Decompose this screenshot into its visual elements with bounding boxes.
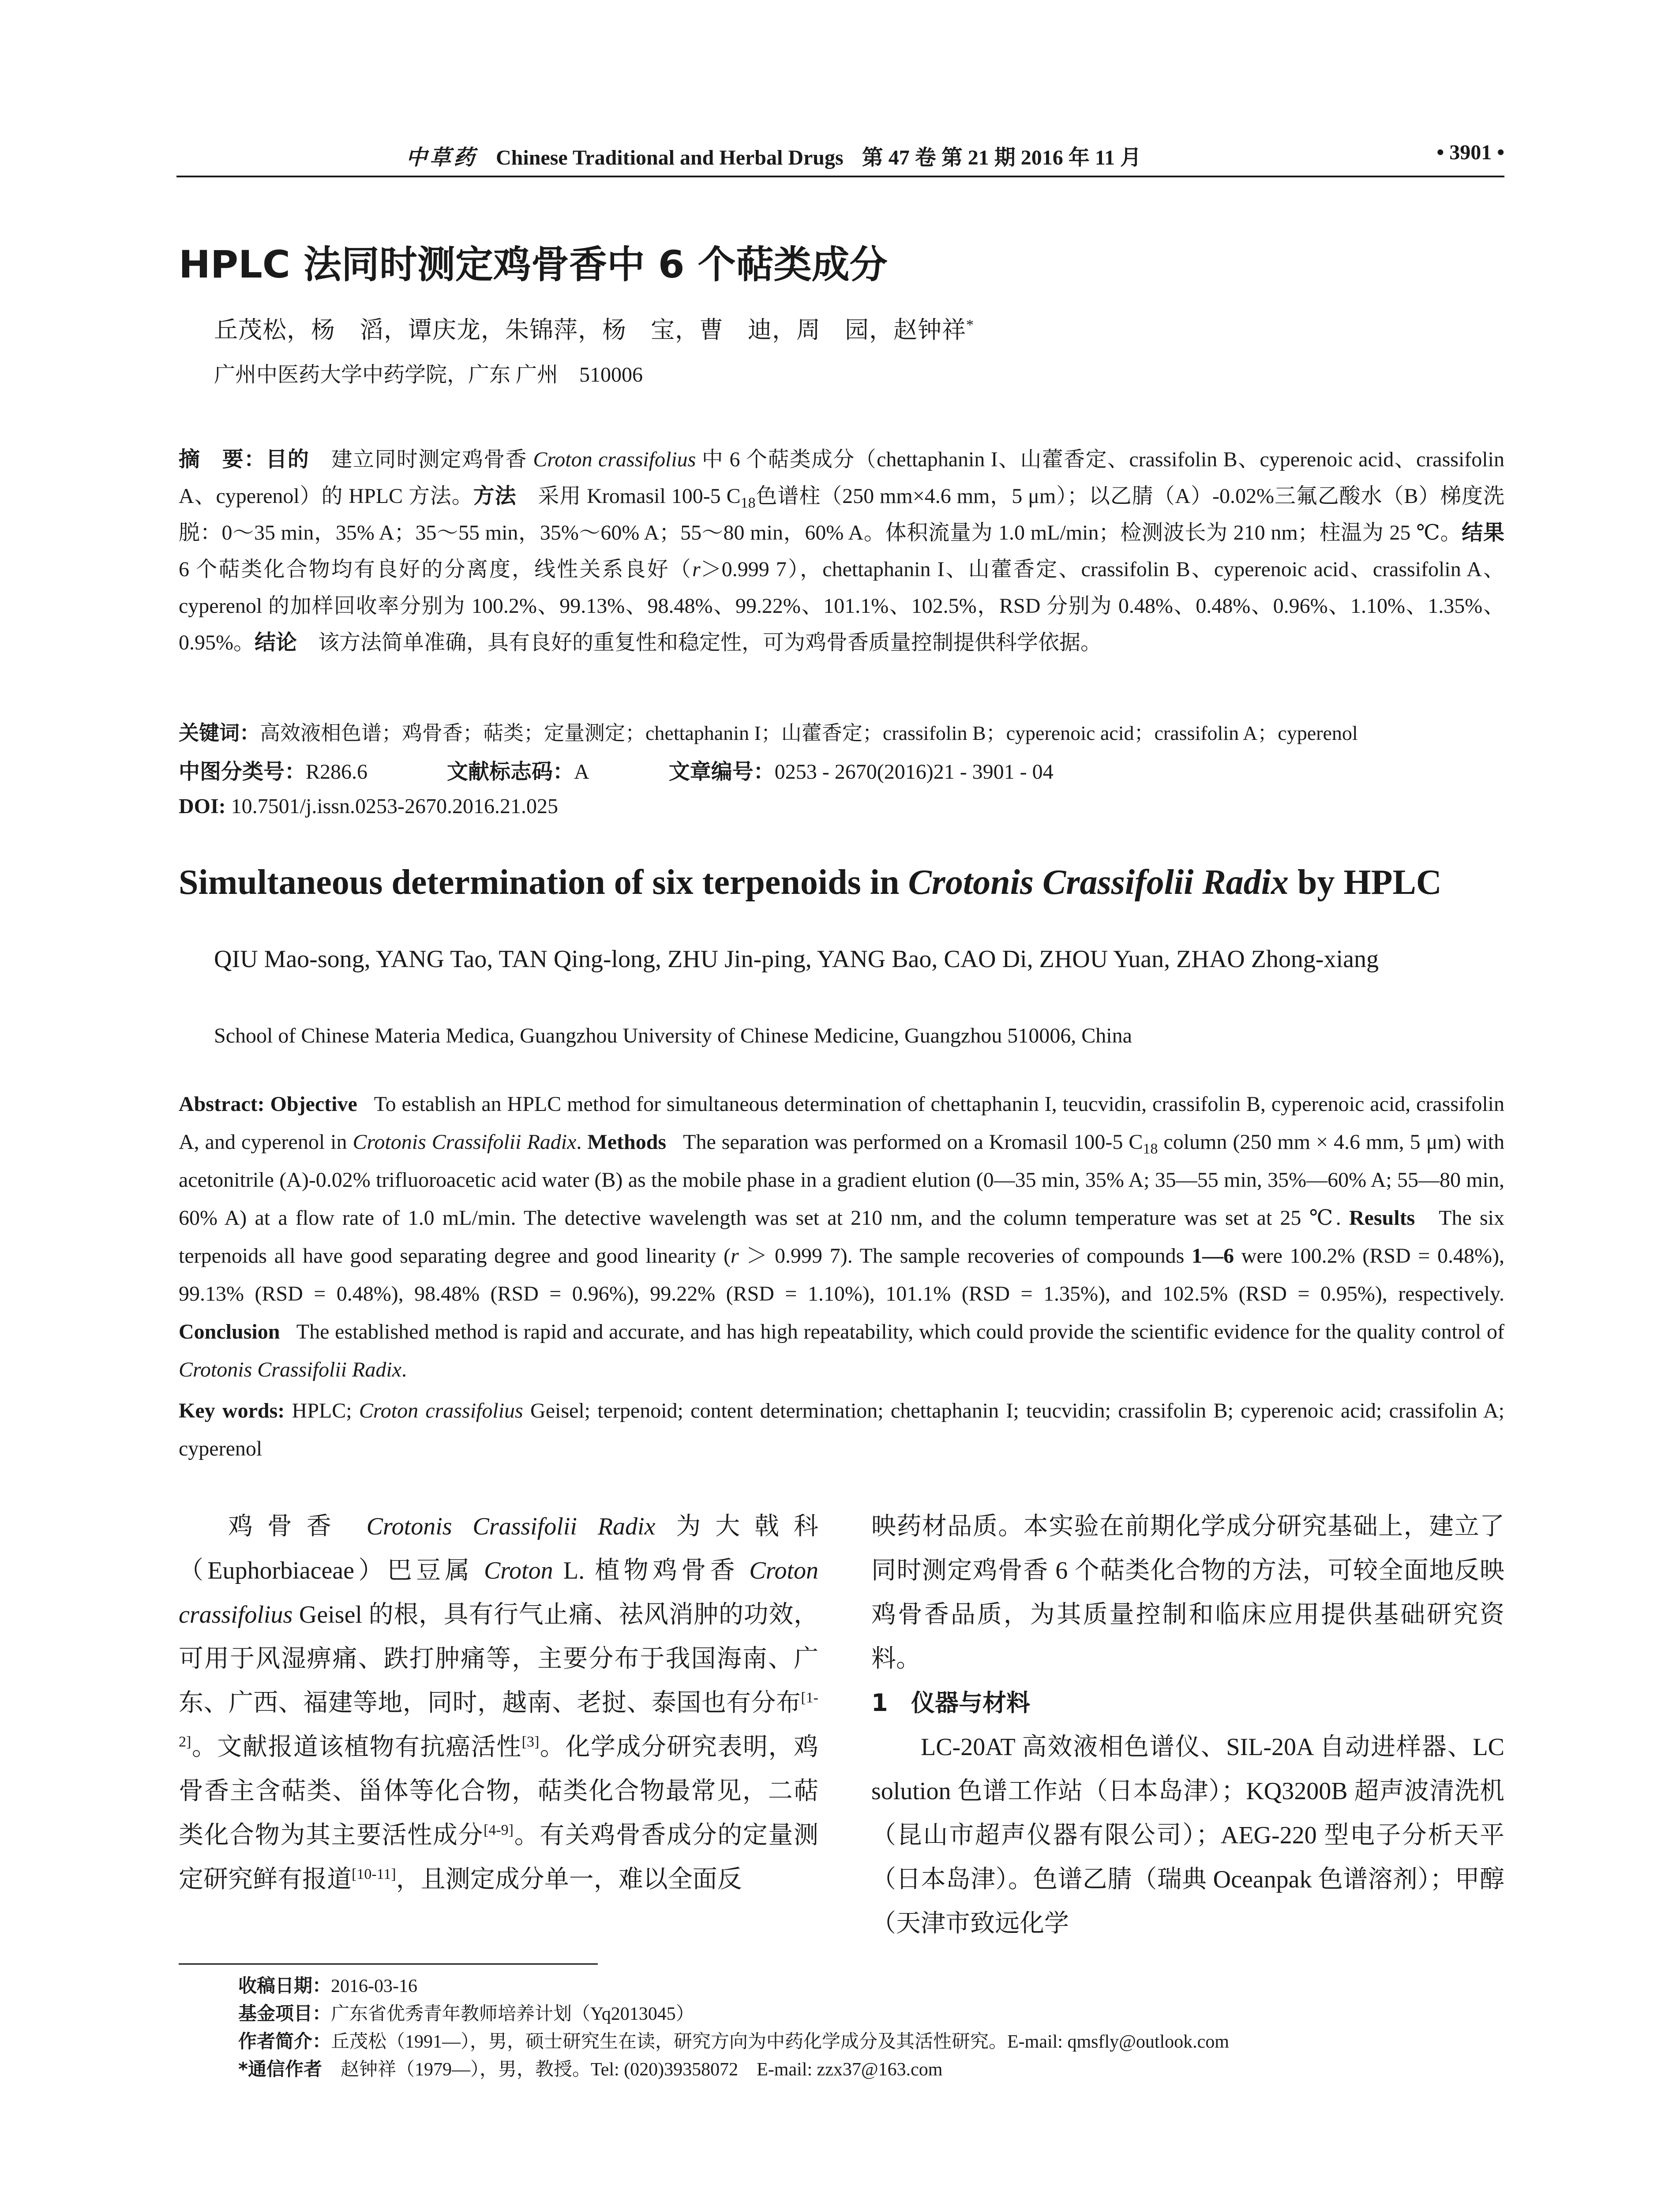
- objective-en-text-2: .: [576, 1130, 582, 1154]
- corresponding-label: *通信作者: [238, 2058, 322, 2080]
- conclusion-en-italic: Crotonis Crassifolii Radix: [179, 1358, 401, 1381]
- objective-en-text-1: To establish an HPLC method for simultaneous determination of chettaphanin I, teucvidin, crassifolin B, cyperenoic acid, crassifolin A, and cyperenol in: [179, 1092, 1505, 1154]
- objective-cn-text-2: 中 6 个萜类成分（chettaphanin I、山藿香定、crassifolin B、cyperenoic acid、crassifolin A、cyperenol）的 HPLC 方法。: [179, 448, 1504, 508]
- journal-issue: 第 47 卷 第 21 期 2016 年 11 月: [862, 146, 1142, 169]
- keywords-en-label: Key words:: [179, 1399, 285, 1422]
- intro-text-7: 。有关鸡骨香成分的定量测定研究鲜有报道: [179, 1822, 819, 1893]
- affiliation-en: School of Chinese Materia Medica, Guangzhou University of Chinese Medicine, Guangzhou 510006, China: [214, 1024, 1132, 1047]
- intro-italic-3: Croton crassifolius: [179, 1557, 818, 1628]
- title-en: [179, 863, 1442, 903]
- footnotes: [238, 1972, 1504, 2083]
- methods-cn-text-1: 采用 Kromasil 100-5 C: [538, 484, 741, 508]
- classification-info: [179, 754, 1504, 785]
- author-text: 丘茂松（1991—），男，硕士研究生在读，研究方向为中药化学成分及其活性研究。E-mail: qmsfly@outlook.com: [331, 2032, 1229, 2052]
- clc-label: 中图分类号：: [179, 759, 306, 784]
- methods-en-text-1: The separation was performed on a Kromasil 100-5 C: [683, 1130, 1143, 1154]
- objective-en-label: Objective: [270, 1092, 357, 1116]
- title-en-part1: Simultaneous determination of six terpenoids in: [179, 863, 908, 902]
- methods-en-label: Methods: [587, 1130, 667, 1154]
- received-date: 2016-03-16: [331, 1976, 417, 1996]
- methods-cn-label: 方法: [473, 484, 517, 508]
- abstract-cn-label: 摘 要：: [179, 447, 266, 472]
- abstract-cn: [179, 441, 1504, 661]
- objective-cn-species: Croton crassifolius: [533, 448, 696, 471]
- results-en-r: r: [731, 1244, 739, 1268]
- intro-text-3: L. 植物鸡骨香: [553, 1557, 750, 1584]
- journal-name-en: Chinese Traditional and Herbal Drugs: [496, 146, 844, 169]
- header-rule: [176, 176, 1504, 177]
- section-title: 仪器与材料: [911, 1689, 1030, 1717]
- title-en-italic: Crotonis Crassifolii Radix: [908, 863, 1289, 902]
- body-column-left: [179, 1504, 818, 1902]
- methods-cn-sub: 18: [740, 495, 756, 511]
- conclusion-en-text-1: The established method is rapid and accurate, and has high repeatability, which could provide the scientific evidence for the quality control of: [296, 1320, 1504, 1343]
- doi-label: DOI:: [179, 795, 226, 818]
- footnote-fund: [238, 2000, 1504, 2028]
- corresponding-mark: *: [966, 317, 974, 333]
- results-cn-text-2: ＞0.999 7），chettaphanin I、山藿香定、crassifolin B、cyperenoic acid、crassifolin A、cyperenol 的加样回收率分别为 100.2%、99.13%、98.48%、99.22%、101.1%、102.5%，RSD 分别为 0.48%、0.48%、0.96%、1.10%、1.35%、0.95%。: [179, 558, 1504, 654]
- citation-ref[interactable]: [1-2]: [179, 1689, 818, 1750]
- objective-cn-text-1: 建立同时测定鸡骨香: [331, 448, 533, 471]
- doi: [179, 794, 558, 818]
- intro-text-1: 鸡骨香: [228, 1513, 367, 1540]
- intro-text-6: 。化学成分研究表明，鸡骨香主含萜类、甾体等化合物，萜类化合物最常见，二萜类化合物为其主要活性成分: [179, 1733, 819, 1849]
- footnote-author: [238, 2028, 1504, 2056]
- section-heading: [871, 1681, 1504, 1725]
- journal-logo-cn: 中草药: [406, 145, 478, 170]
- corresponding-text: 赵钟祥（1979—），男，教授。Tel: (020)39358072 E-mail: zzx37@163.com: [340, 2060, 943, 2080]
- clc-value: R286.6: [306, 760, 368, 784]
- results-cn-text-1: 6 个萜类化合物均有良好的分离度，线性关系良好（: [179, 558, 693, 581]
- doi-value[interactable]: 10.7501/j.issn.0253-2670.2016.21.025: [231, 795, 559, 818]
- footnote-rule: [179, 1963, 598, 1965]
- intro-italic-2: Croton: [484, 1557, 553, 1584]
- methods-cn-text-2: 色谱柱（250 mm×4.6 mm，5 μm）；以乙腈（A）-0.02%三氟乙酸水（B）梯度洗脱：0～35 min，35% A；35～55 min，35%～60% A；55～80 min，60% A。体积流量为 1.0 mL/min；检测波长为 210 nm；柱温为 25 ℃。: [179, 484, 1504, 544]
- objective-cn-label: 目的: [266, 447, 310, 472]
- authors-en: QIU Mao-song, YANG Tao, TAN Qing-long, ZHU Jin-ping, YANG Bao, CAO Di, ZHOU Yuan, ZHAO Zhong-xiang: [214, 945, 1379, 973]
- intro-text-5: 。文献报道该植物有抗癌活性: [191, 1733, 522, 1761]
- authors-cn: [214, 311, 974, 345]
- keywords-cn-text: 高效液相色谱；鸡骨香；萜类；定量测定；chettaphanin I；山藿香定；crassifolin B；cyperenoic acid；crassifolin A；cyperenol: [260, 722, 1358, 744]
- title-en-part2: by HPLC: [1288, 863, 1442, 902]
- title-cn: HPLC 法同时测定鸡骨香中 6 个萜类成分: [179, 243, 888, 287]
- page-number: • 3901 •: [1436, 141, 1504, 164]
- citation-ref[interactable]: [10-11]: [352, 1866, 396, 1883]
- results-en-text-2: ＞ 0.999 7). The sample recoveries of compounds: [739, 1244, 1192, 1268]
- article-number-label: 文章编号：: [668, 759, 775, 784]
- fund-text: 广东省优秀青年教师培养计划（Yq2013045）: [331, 2004, 694, 2024]
- keywords-cn: [179, 717, 1504, 746]
- author-label: 作者简介：: [238, 2030, 331, 2052]
- authors-cn-text: 丘茂松，杨 滔，谭庆龙，朱锦萍，杨 宝，曹 迪，周 园，赵钟祥: [214, 317, 966, 343]
- conclusion-en-label: Conclusion: [179, 1320, 280, 1343]
- conclusion-cn-text: 该方法简单准确，具有良好的重复性和稳定性，可为鸡骨香质量控制提供科学依据。: [318, 631, 1102, 654]
- results-en-text-3: were 100.2% (RSD = 0.48%), 99.13% (RSD = 0.48%), 98.48% (RSD = 0.96%), 99.22% (RSD = 1.10%), 101.1% (RSD = 1.35%), and 102.5% (RSD = 0.95%), respectively.: [179, 1244, 1505, 1306]
- keywords-en-part2: Geisel; terpenoid; content determination; chettaphanin I; teucvidin; crassifolin B; cyperenoic acid; crassifolin A; cyperenol: [179, 1399, 1505, 1460]
- abstract-en: [179, 1085, 1504, 1389]
- keywords-en: [179, 1392, 1504, 1468]
- conclusion-cn-label: 结论: [255, 630, 297, 655]
- section-number: 1: [871, 1689, 888, 1717]
- citation-ref[interactable]: [3]: [521, 1733, 540, 1750]
- results-cn-r: r: [692, 558, 701, 581]
- methods-en-sub: 18: [1143, 1141, 1158, 1157]
- results-cn-label: 结果: [1462, 520, 1504, 545]
- fund-label: 基金项目：: [238, 2003, 331, 2024]
- body-column-right: [871, 1504, 1504, 1946]
- running-header: [176, 140, 1504, 171]
- running-header-journal: [406, 140, 1141, 171]
- article-number-value: 0253 - 2670(2016)21 - 3901 - 04: [774, 760, 1054, 784]
- footnote-received: [238, 1972, 1504, 2000]
- results-en-label: Results: [1349, 1206, 1415, 1230]
- doc-code-value: A: [574, 760, 589, 784]
- methods-en-text-2: column (250 mm × 4.6 mm, 5 μm) with acetonitrile (A)-0.02% trifluoroacetic acid water (B) as the mobile phase in a gradient elution (0—35 min, 35% A; 35—55 min, 35%—60% A; 55—80 min, 60% A) at a flow rate of 1.0 mL/min. The detective wavelength was set at 210 nm, and the column temperature was set at 25 ℃.: [179, 1130, 1505, 1230]
- conclusion-en-text-2: .: [401, 1358, 407, 1381]
- abstract-en-label: Abstract:: [179, 1092, 265, 1116]
- citation-ref[interactable]: [4-9]: [484, 1822, 514, 1838]
- intro-text-2: 为大戟科（Euphorbiaceae）巴豆属: [179, 1513, 819, 1584]
- received-label: 收稿日期：: [238, 1975, 331, 1996]
- objective-en-italic: Crotonis Crassifolii Radix: [352, 1130, 577, 1154]
- keywords-en-species: Croton crassifolius: [359, 1399, 523, 1422]
- section-paragraph: LC-20AT 高效液相色谱仪、SIL-20A 自动进样器、LC solution 色谱工作站（日本岛津）；KQ3200B 超声波清洗机（昆山市超声仪器有限公司）；AEG-220 型电子分析天平（日本岛津）。色谱乙腈（瑞典 Oceanpak 色谱溶剂）；甲醇（天津市致远化学: [871, 1733, 1504, 1937]
- intro-italic-1: Crotonis Crassifolii Radix: [366, 1513, 656, 1540]
- keywords-cn-label: 关键词：: [179, 721, 260, 745]
- affiliation-cn: 广州中医药大学中药学院，广东 广州 510006: [214, 363, 643, 386]
- footnote-corresponding: [238, 2056, 1504, 2083]
- intro-text-8: ，且测定成分单一，难以全面反: [396, 1866, 742, 1893]
- intro-text-4: Geisel 的根，具有行气止痛、祛风消肿的功效，可用于风湿痹痛、跌打肿痛等，主要分布于我国海南、广东、广西、福建等地，同时，越南、老挝、泰国也有分布: [179, 1601, 818, 1717]
- results-en-compounds: 1—6: [1191, 1244, 1234, 1268]
- keywords-en-part1: HPLC;: [292, 1399, 359, 1422]
- doc-code-label: 文献标志码：: [447, 759, 574, 784]
- results-en-text-1: The six terpenoids all have good separating degree and good linearity (: [179, 1206, 1505, 1268]
- intro-continuation: 映药材品质。本实验在前期化学成分研究基础上，建立了同时测定鸡骨香 6 个萜类化合物的方法，可较全面地反映鸡骨香品质，为其质量控制和临床应用提供基础研究资料。: [871, 1513, 1504, 1673]
